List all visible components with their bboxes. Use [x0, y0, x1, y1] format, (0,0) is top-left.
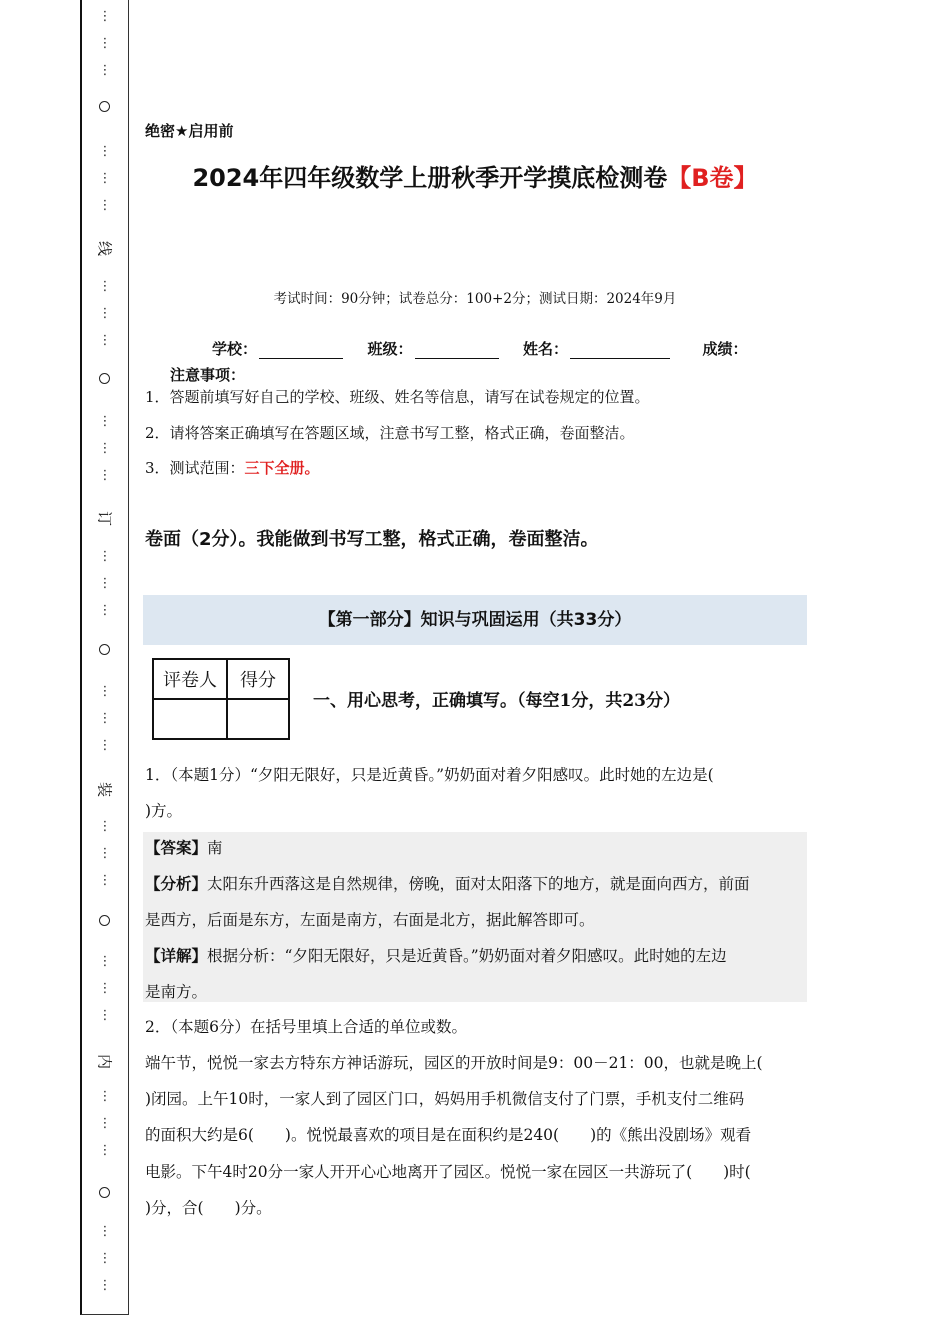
binding-dots: ⋮ [98, 603, 112, 618]
analysis-text-1: 太阳东升西落这是自然规律，傍晚，面对太阳落下的地方，就是面向西方，前面 [207, 875, 750, 893]
note-item-1: 1．答题前填写好自己的学校、班级、姓名等信息，请写在试卷规定的位置。 [145, 388, 650, 406]
analysis-label: 【分析】 [145, 874, 208, 893]
binding-marks [82, 0, 128, 1314]
q2-text-line3: )闭园。上午10时，一家人到了园区门口，妈妈用手机微信支付了门票，手机支付二维码 [145, 1090, 745, 1108]
binding-dots: ⋮ [98, 1116, 112, 1131]
score-cell[interactable] [227, 699, 289, 739]
binding-dots: ⋮ [98, 1089, 112, 1104]
binding-dots: ⋮ [98, 549, 112, 564]
binding-char: 线 [95, 240, 114, 256]
binding-dots: ⋮ [98, 576, 112, 591]
binding-dots: ⋮ [98, 414, 112, 429]
binding-dots: ⋮ [98, 1224, 112, 1239]
binding-dots: ⋮ [98, 819, 112, 834]
binding-circle [99, 373, 110, 384]
answer-label: 【答案】 [145, 838, 208, 857]
binding-circle [99, 101, 110, 112]
binding-dots: ⋮ [98, 738, 112, 753]
binding-dots: ⋮ [98, 846, 112, 861]
q1-answer [145, 830, 807, 866]
q2-text-line4: 的面积大约是6( )。悦悦最喜欢的项目是在面积约是240( )的《熊出没剧场》观看 [145, 1126, 752, 1144]
binding-dots: ⋮ [98, 441, 112, 456]
q1-detail-line2: 是南方。 [145, 983, 208, 1001]
part1-banner: 【第一部分】知识与巩固运用（共33分） [143, 595, 807, 645]
student-fields [212, 338, 749, 359]
binding-dots: ⋮ [98, 306, 112, 321]
class-blank[interactable] [415, 342, 499, 359]
binding-dots: ⋮ [98, 954, 112, 969]
page-title [145, 158, 805, 193]
binding-circle [99, 915, 110, 926]
q1-detail-line1 [145, 938, 807, 974]
notes-heading: 注意事项： [170, 366, 246, 384]
q2-text-line6: )分，合( )分。 [145, 1199, 272, 1217]
binding-char: 订 [95, 510, 114, 526]
score-header: 得分 [227, 659, 289, 699]
q1-analysis-line1 [145, 866, 807, 902]
q1-text-line1: 1．（本题1分）“夕阳无限好，只是近黄昏。”奶奶面对着夕阳感叹。此时她的左边是( [145, 766, 714, 784]
note-item-3-prefix: 3．测试范围： [145, 459, 245, 477]
binding-strip [80, 0, 129, 1315]
neatness-statement: 卷面（2分）。我能做到书写工整，格式正确，卷面整洁。 [145, 529, 599, 550]
binding-dots: ⋮ [98, 684, 112, 699]
test-scope: 三下全册。 [244, 459, 320, 477]
secret-label: 绝密★启用前 [145, 122, 234, 140]
binding-dots: ⋮ [98, 1278, 112, 1293]
detail-label: 【详解】 [145, 946, 208, 965]
binding-dots: ⋮ [98, 144, 112, 159]
school-label: 学校： [212, 340, 258, 358]
binding-dots: ⋮ [98, 63, 112, 78]
title-main: 2024年四年级数学上册秋季开学摸底检测卷 [192, 164, 668, 192]
detail-text-1: 根据分析：“夕阳无限好，只是近黄昏。”奶奶面对着夕阳感叹。此时她的左边 [207, 947, 727, 965]
binding-circle [99, 1187, 110, 1198]
binding-dots: ⋮ [98, 333, 112, 348]
binding-dots: ⋮ [98, 981, 112, 996]
q2-text-line1: 2．（本题6分）在括号里填上合适的单位或数。 [145, 1018, 467, 1036]
grader-cell[interactable] [153, 699, 227, 739]
binding-dots: ⋮ [98, 279, 112, 294]
binding-dots: ⋮ [98, 1251, 112, 1266]
q2-text-line5: 电影。下午4时20分一家人开开心心地离开了园区。悦悦一家在园区一共游玩了( )时( [145, 1163, 751, 1181]
note-item-3 [145, 457, 320, 478]
name-label: 姓名： [522, 340, 568, 358]
binding-dots: ⋮ [98, 36, 112, 51]
binding-dots: ⋮ [98, 1143, 112, 1158]
binding-dots: ⋮ [98, 9, 112, 24]
q1-analysis-line2: 是西方，后面是东方，左面是南方，右面是北方，据此解答即可。 [145, 911, 595, 929]
exam-info: 考试时间：90分钟；试卷总分：100+2分；测试日期：2024年9月 [273, 291, 677, 307]
binding-char: 内 [95, 1053, 114, 1069]
q2-text-line2: 端午节，悦悦一家去方特东方神话游玩，园区的开放时间是9：00－21：00，也就是晚上( [145, 1054, 763, 1072]
binding-dots: ⋮ [98, 1008, 112, 1023]
binding-dots: ⋮ [98, 198, 112, 213]
answer-value: 南 [207, 839, 223, 857]
binding-dots: ⋮ [98, 873, 112, 888]
name-blank[interactable] [570, 342, 670, 359]
binding-dots: ⋮ [98, 171, 112, 186]
binding-dots: ⋮ [98, 468, 112, 483]
binding-char: 装 [95, 781, 114, 797]
school-blank[interactable] [259, 342, 343, 359]
grader-header: 评卷人 [153, 659, 227, 699]
class-label: 班级： [367, 340, 413, 358]
binding-circle [99, 644, 110, 655]
q1-text-line2: )方。 [145, 802, 183, 820]
binding-dots: ⋮ [98, 711, 112, 726]
section1-heading: 一、用心思考，正确填写。（每空1分，共23分） [313, 691, 680, 711]
score-table [152, 658, 290, 740]
title-tag: 【B卷】 [667, 164, 758, 192]
note-item-2: 2．请将答案正确填写在答题区域，注意书写工整，格式正确，卷面整洁。 [145, 424, 635, 442]
score-label: 成绩： [702, 340, 748, 358]
